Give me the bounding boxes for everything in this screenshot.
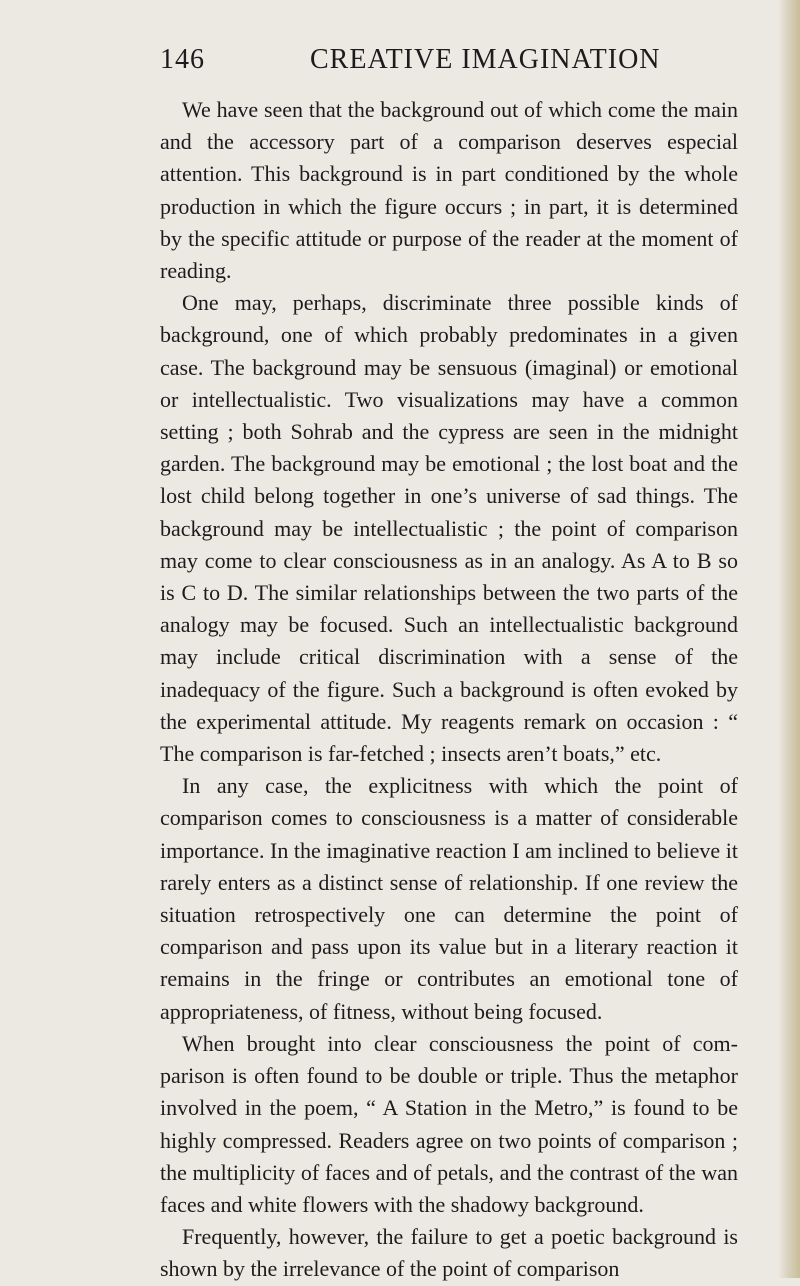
running-title: CREATIVE IMAGINATION — [310, 44, 661, 75]
paragraph: Frequently, however, the failure to get a poetic background is shown by the irrelevance of the point of comparison — [160, 1224, 738, 1282]
page-edge-shadow — [778, 0, 800, 1278]
paragraph: When brought into clear consciousness the point of comparison is often found to be double or triple. Thus the metaphor involved in the poem, “ A Station in the Metro,” is found to be highly compressed. Readers agree on two points of comparison ; the multiplicity of faces and of petals, and the contrast of the wan faces and white flowers with the shadowy background. — [160, 1030, 738, 1217]
page-number: 146 — [160, 44, 205, 75]
page-header — [160, 44, 760, 84]
body-text — [160, 94, 738, 1286]
paragraph: We have seen that the background out of which come the main and the accessory part of a comparison deserves especial attention. This background is in part conditioned by the whole production in which the figure occurs ; in part, it is determined by the specific attitude or purpose of the reader at the moment of reading. — [160, 97, 738, 284]
paragraph: In any case, the explicitness with which the point of comparison comes to consciousness is a matter of considerable importance. In the imaginative reaction I am inclined to believe it rarely enters as a distinct sense of relationship. If one review the situation retrospectively one can determine the point of comparison and pass upon its value but in a literary reaction it remains in the fringe or contributes an emotional tone of appropriateness, of fitness, without being focused. — [160, 773, 738, 1024]
paragraph: One may, perhaps, discriminate three possible kinds of background, one of which probably predominates in a given case. The background may be sensuous (imaginal) or emotional or intellectualistic. Two visualizations may have a common setting ; both Sohrab and the cypress are seen in the midnight garden. The background may be emotional ; the lost boat and the lost child belong together in one’s universe of sad things. The background may be intellectualistic ; the point of comparison may come to clear consciousness as in an analogy. As A to B so is C to D. The similar relationships between the two parts of the analogy may be focused. Such an intellectualistic background may include critical discrimination with a sense of the inadequacy of the figure. Such a background is often evoked by the experimental attitude. My reagents remark on occasion : “ The comparison is far-fetched ; insects aren’t boats,” etc. — [160, 290, 738, 767]
